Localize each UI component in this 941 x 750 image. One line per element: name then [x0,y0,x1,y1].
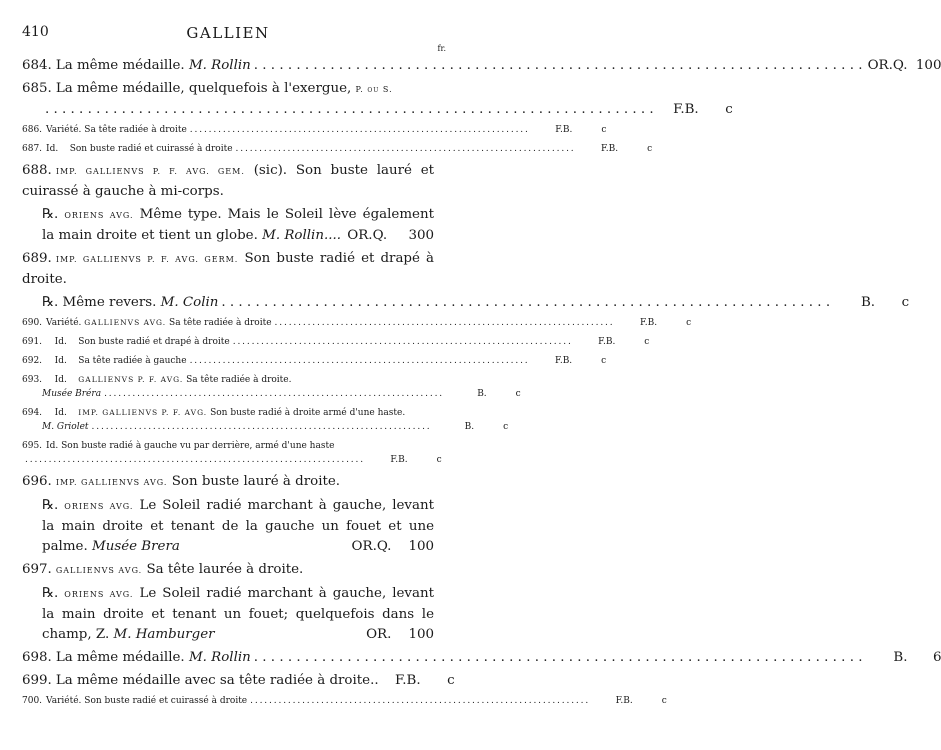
legend-text: ORIENS AVG. [64,211,134,220]
entry-number: 689. [22,251,52,266]
dot-leader [45,100,654,120]
dot-leader [233,335,571,349]
entry-description: La même médaille. [55,58,185,73]
entry-description: Le Soleil radié marchant à gauche, levant la main droite et tenant un fouet; quelquefois dans le champ, Z. [42,586,434,642]
price-value: c [725,102,733,117]
collection-name: M. Hamburger [113,627,215,642]
entry-description: Son buste radié et drapé à droite. [22,251,434,287]
price-value: c [644,337,650,347]
entry-description: La même médaille, quelquefois à l'exergue, [55,81,352,96]
dot-leader [275,316,613,330]
column-unit-label: fr. [437,44,446,53]
reverse-entry [22,496,434,557]
price-value: c [601,125,607,135]
metal-code: B. [464,422,475,432]
price-value: c [447,673,455,688]
legend-text: IMP. GALLIENVS AVG. [55,478,168,487]
catalogue-entry [22,142,653,156]
price-value: c [647,144,653,154]
metal-code: F.B. [615,696,633,706]
collection-name: M. Griolet [42,422,89,432]
metal-code: F.B. [600,144,619,154]
catalogue-entry [22,79,733,120]
price-value: 100 [915,58,941,73]
price-value: c [901,295,910,310]
catalogue-entry [22,56,941,76]
entry-number: 696. [22,474,52,489]
entry-description: Id. [46,441,59,451]
reverse-entry [22,293,910,313]
price-value: 6 [932,650,941,665]
collection-name: M. Rollin [188,58,251,73]
dot-leader [104,387,442,401]
price-value: c [601,356,607,366]
entry-description: La même médaille avec sa tête radiée à droite.. [55,673,379,688]
catalogue-entry [22,373,521,401]
dot-leader [190,123,528,137]
metal-code: OR.Q. [351,539,392,554]
entry-number: 693. [22,375,43,385]
portrait-description: Son buste radié et drapé à droite [78,337,230,347]
legend-text: GALLIENVS P. F. AVG. [78,375,184,384]
catalogue-entry [22,472,434,493]
reverse-entry [22,584,434,645]
entry-number: 698. [22,650,52,665]
portrait-description: Son buste radié et cuirassé à droite [69,144,233,154]
price-value: c [661,696,667,706]
reverse-entry [22,205,434,246]
reverse-symbol: ℞. [42,207,59,222]
portrait-description: Son buste radié et cuirassé à droite [84,696,248,706]
collection-name: M. Rollin.... [262,228,341,243]
price-value: 100 [408,627,434,642]
entry-description: Même type. Mais le Soleil lève également la main droite et tient un globe. [42,207,434,243]
entry-description: Id. [54,337,67,347]
catalogue-entry [22,161,434,202]
entry-number: 699. [22,673,52,688]
reverse-symbol: ℞. [42,498,59,513]
metal-code: B. [477,389,487,399]
legend-text: IMP. GALLIENVS P. F. AVG. GEM. [55,167,245,176]
legend-text: GALLIENVS AVG. [55,566,143,575]
portrait-description: Sa tête radiée à gauche [78,356,187,366]
page-number: 410 [22,24,49,40]
entry-number: 692. [22,356,43,366]
variant-note: P. ou S. [355,85,393,94]
price-value: c [503,422,509,432]
metal-code: OR.Q. [347,228,388,243]
collection-name: M. Rollin [188,650,251,665]
entry-number: 695. [22,441,43,451]
metal-code: F.B. [673,102,699,117]
entry-description: Id. [54,375,67,385]
entry-number: 700. [22,696,43,706]
catalogue-entry [22,335,650,349]
portrait-description: Sa tête radiée à droite. [186,375,292,385]
dot-leader [221,293,830,313]
price-value: 100 [408,539,434,554]
entry-number: 684. [22,58,52,73]
entry-number: 691. [22,337,43,347]
entry-description: Le Soleil radié marchant à gauche, levant la main droite et tenant de la gauche un fouet et une palme. [42,498,434,554]
metal-code: F.B. [395,673,421,688]
catalogue-entry [22,648,941,668]
catalogue-entry [22,354,607,368]
dot-leader [250,694,588,708]
price-value: 300 [408,228,434,243]
dot-leader [190,354,528,368]
catalogue-entry [22,439,442,467]
dot-leader [236,142,574,156]
legend-text: IMP. GALLIENVS P. F. AVG. [78,408,208,417]
entry-description: Même revers. [62,295,157,310]
catalogue-entry [22,406,509,434]
dot-leader [92,420,430,434]
entry-number: 697. [22,562,52,577]
entry-number: 685. [22,81,52,96]
reverse-symbol: ℞. [42,295,59,310]
entry-description: Id. [54,408,67,418]
metal-code: B. [860,295,876,310]
portrait-description: Son buste radié à droite armé d'une haste. [210,408,406,418]
catalogue-entries [22,56,941,713]
catalogue-entry [22,123,607,137]
entry-description: Variété. [46,125,82,135]
metal-code: F.B. [639,318,658,328]
entry-description: Sa tête laurée à droite. [146,562,304,577]
catalogue-entry [22,694,667,708]
entry-number: 687. [22,144,43,154]
entry-number: 688. [22,163,52,178]
catalogue-entry [22,560,434,581]
metal-code: B. [893,650,908,665]
legend-text: IMP. GALLIENVS P. F. AVG. GERM. [55,255,239,264]
catalogue-entry [22,671,455,691]
catalogue-entry [22,249,434,290]
metal-code: F.B. [598,337,616,347]
dot-leader [25,453,363,467]
price-value: c [686,318,692,328]
metal-code: F.B. [554,356,573,366]
entry-description: Son buste lauré à droite. [171,474,341,489]
legend-text: ORIENS AVG. [64,502,134,511]
entry-description: Variété. [46,318,82,328]
entry-description: La même médaille. [55,650,185,665]
dot-leader [254,648,863,668]
page-header [22,24,434,44]
price-value: c [436,455,442,465]
dot-leader [254,56,863,76]
metal-code: OR. [366,627,392,642]
running-head: GALLIEN [186,24,270,42]
collection-name: Musée Bréra [42,389,102,399]
legend-text: ORIENS AVG. [64,590,134,599]
entry-description: Variété. [46,696,82,706]
portrait-description: Son buste radié à gauche vu par derrière, armé d'une haste [61,441,335,451]
metal-code: F.B. [555,125,573,135]
portrait-description: Sa tête radiée à droite [84,125,187,135]
entry-number: 686. [22,125,43,135]
collection-name: M. Colin [160,295,219,310]
collection-name: Musée Brera [91,539,180,554]
entry-description: (sic). Son buste lauré et cuirassé à gauche à mi-corps. [22,163,435,199]
reverse-symbol: ℞. [42,586,59,601]
price-value: c [515,389,521,399]
entry-description: Id. [54,356,67,366]
entry-description: Id. [46,144,59,154]
metal-code: OR.Q. [867,58,908,73]
catalogue-entry [22,316,692,330]
entry-number: 694. [22,408,43,418]
portrait-description: Sa tête radiée à droite [169,318,272,328]
legend-text: GALLIENVS AVG. [84,318,167,327]
entry-number: 690. [22,318,43,328]
metal-code: F.B. [390,455,408,465]
